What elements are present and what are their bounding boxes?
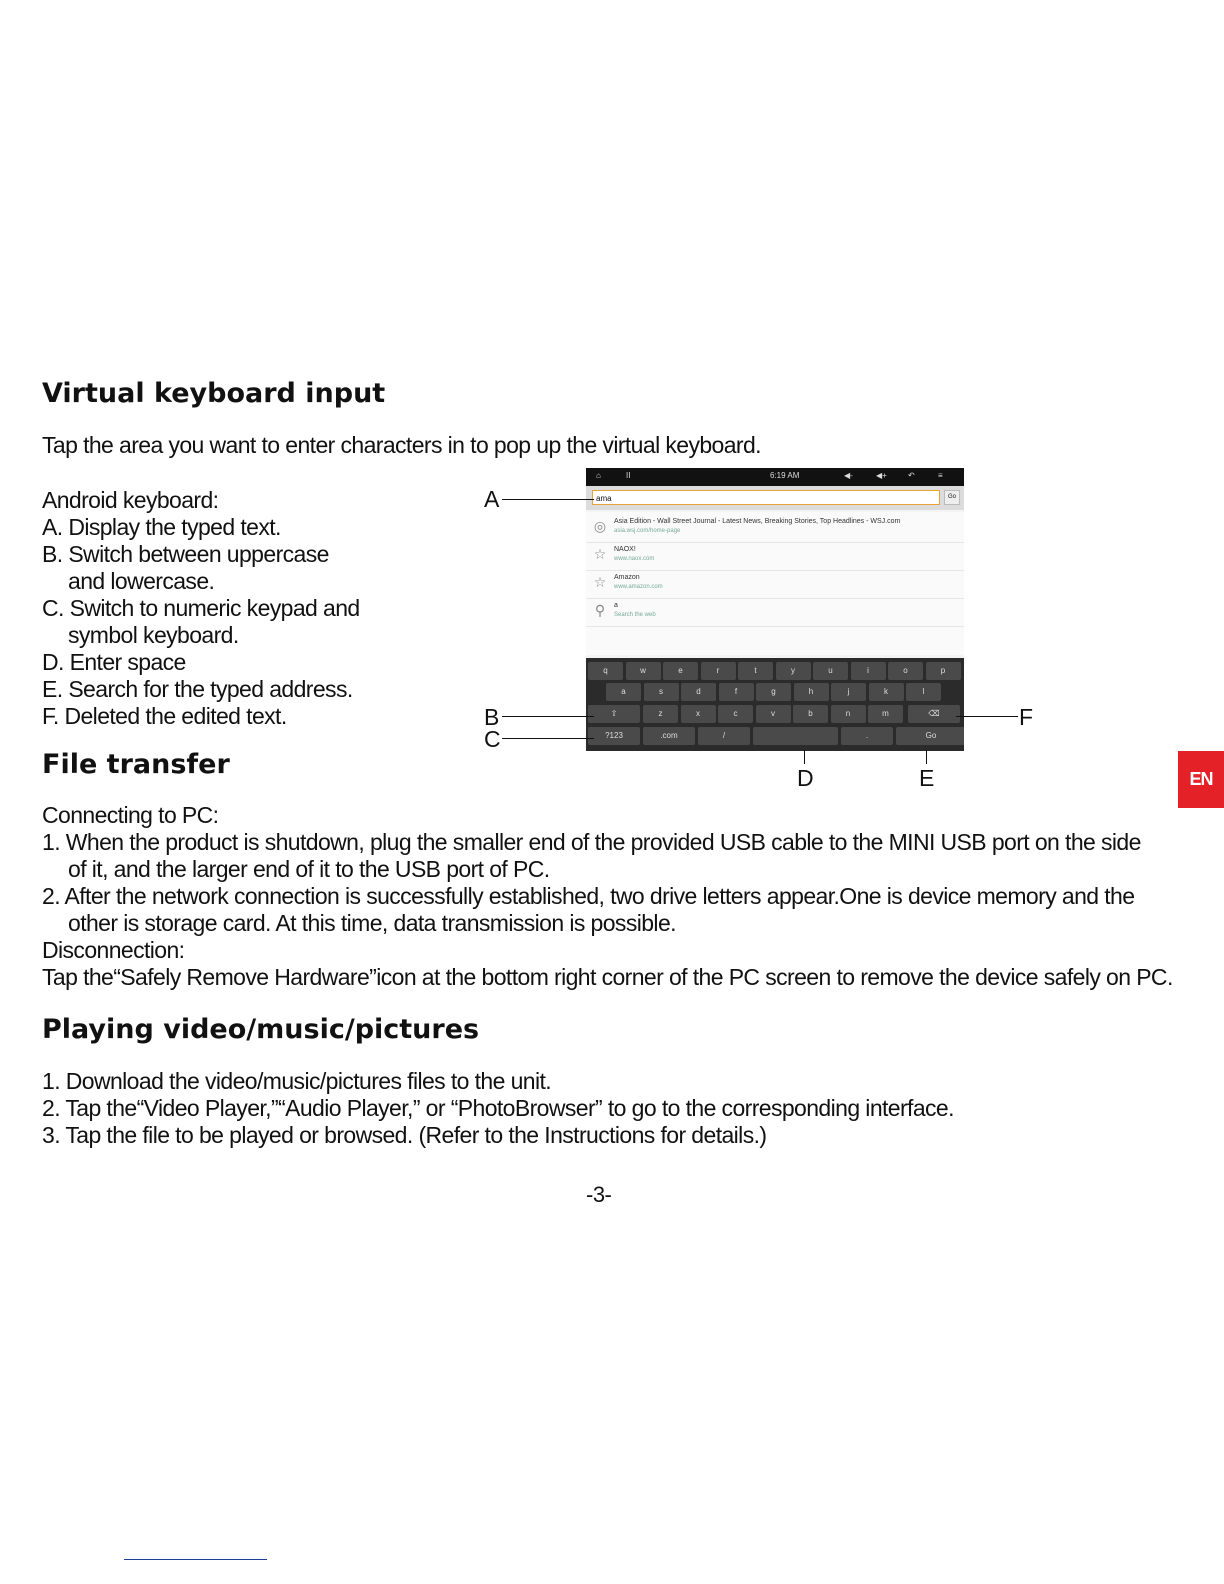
shift-key[interactable]: ⇧ — [588, 705, 640, 723]
keyboard-key[interactable]: h — [794, 683, 829, 701]
keyboard-key[interactable]: e — [663, 662, 698, 680]
star-icon: ☆ — [593, 546, 607, 562]
keyboard-key[interactable]: q — [588, 662, 623, 680]
keyboard-key[interactable]: g — [756, 683, 791, 701]
suggestion-title: Asia Edition - Wall Street Journal - Latest News, Breaking Stories, Top Headlines - WSJ.com — [614, 518, 901, 525]
list-item: of it, and the larger end of it to the USB port of PC. — [68, 856, 550, 882]
search-icon: ⚲ — [594, 602, 606, 618]
url-input[interactable]: ama — [592, 490, 940, 505]
delete-key[interactable]: ⌫ — [908, 705, 960, 723]
home-icon: ⌂ — [596, 471, 601, 480]
back-icon: ↶ — [908, 471, 915, 480]
callout-line-e — [926, 750, 927, 764]
callout-label-d: D — [797, 765, 814, 791]
list-item: Tap the“Safely Remove Hardware”icon at the bottom right corner of the PC screen to remove the device safely on PC. — [42, 964, 1173, 990]
keyboard-row — [586, 725, 964, 746]
suggestion-url: Search the web — [614, 612, 656, 618]
keyboard-key[interactable]: c — [718, 705, 753, 723]
list-item: other is storage card. At this time, data transmission is possible. — [68, 910, 676, 936]
star-icon: ☆ — [593, 574, 607, 590]
suggestion-title: NAOX! — [614, 546, 636, 553]
keyboard-key[interactable]: w — [626, 662, 661, 680]
callout-label-f: F — [1019, 704, 1034, 730]
callout-line-f — [956, 716, 1018, 717]
virtual-keyboard-intro: Tap the area you want to enter characters in to pop up the virtual keyboard. — [42, 432, 761, 458]
status-time: 6:19 AM — [770, 471, 800, 480]
list-item: symbol keyboard. — [68, 622, 239, 648]
list-item: 3. Tap the file to be played or browsed. (Refer to the Instructions for details.) — [42, 1122, 767, 1148]
callout-label-e: E — [919, 765, 935, 791]
list-item: and lowercase. — [68, 568, 215, 594]
keyboard-key[interactable]: s — [644, 683, 679, 701]
keyboard-key[interactable]: p — [926, 662, 961, 680]
keyboard-key[interactable]: z — [643, 705, 678, 723]
list-item: 1. When the product is shutdown, plug the smaller end of the provided USB cable to the MINI USB port on the side — [42, 829, 1141, 855]
keyboard-key[interactable]: t — [738, 662, 773, 680]
keyboard-row — [586, 703, 964, 724]
language-tab: EN — [1178, 751, 1224, 808]
volume-down-icon: ◀- — [844, 471, 853, 480]
suggestion-list — [586, 512, 964, 655]
suggestion-url: www.amazon.com — [614, 584, 663, 590]
keyboard-key[interactable]: l — [906, 683, 941, 701]
callout-line-d — [804, 750, 805, 764]
globe-icon: ◎ — [593, 518, 607, 534]
callout-line-a — [502, 499, 594, 500]
list-item: D. Enter space — [42, 649, 186, 675]
list-item: A. Display the typed text. — [42, 514, 281, 540]
list-item: C. Switch to numeric keypad and — [42, 595, 360, 621]
pause-icon: II — [626, 471, 631, 480]
keyboard-key[interactable]: n — [831, 705, 866, 723]
list-item: 1. Download the video/music/pictures files to the unit. — [42, 1068, 552, 1094]
keyboard-key[interactable]: i — [851, 662, 886, 680]
suggestion-url: asia.wsj.com/home-page — [614, 528, 681, 534]
volume-up-icon: ◀+ — [876, 471, 887, 480]
keyboard-key[interactable]: m — [868, 705, 903, 723]
keyboard-key[interactable]: j — [831, 683, 866, 701]
keyboard-key[interactable]: r — [701, 662, 736, 680]
list-item: 2. Tap the“Video Player,”“Audio Player,” or “PhotoBrowser” to go to the corresponding interface. — [42, 1095, 954, 1121]
keyboard-key[interactable]: o — [888, 662, 923, 680]
keyboard-key[interactable]: a — [606, 683, 641, 701]
go-button[interactable]: Go — [944, 490, 960, 505]
keyboard-key[interactable]: x — [681, 705, 716, 723]
callout-line-b — [502, 716, 594, 717]
list-item[interactable] — [586, 542, 964, 571]
callout-label-b: B — [484, 704, 500, 730]
suggestion-title: a — [614, 602, 618, 609]
keyboard-screenshot-figure — [586, 468, 964, 751]
android-keyboard-title: Android keyboard: — [42, 487, 219, 513]
keyboard-key[interactable]: u — [813, 662, 848, 680]
section-heading-virtual-keyboard: Virtual keyboard input — [42, 378, 386, 409]
list-item[interactable] — [586, 598, 964, 627]
list-item[interactable] — [586, 514, 964, 543]
list-item: 2. After the network connection is successfully established, two drive letters appear.One is device memory and the — [42, 883, 1135, 909]
keyboard-key[interactable] — [753, 727, 838, 745]
list-item[interactable] — [586, 570, 964, 599]
footer-rule — [124, 1559, 267, 1560]
list-item: B. Switch between uppercase — [42, 541, 329, 567]
connecting-subheading: Connecting to PC: — [42, 802, 219, 828]
keyboard-key[interactable]: ?123 — [588, 727, 640, 745]
callout-line-c — [502, 738, 594, 739]
keyboard-key[interactable]: f — [719, 683, 754, 701]
keyboard-key[interactable]: k — [869, 683, 904, 701]
status-bar — [586, 468, 964, 486]
keyboard-key[interactable]: . — [841, 727, 893, 745]
suggestion-title: Amazon — [614, 574, 640, 581]
keyboard-key[interactable]: .com — [643, 727, 695, 745]
keyboard-key[interactable]: v — [756, 705, 791, 723]
page-number: -3- — [586, 1182, 612, 1207]
callout-label-c: C — [484, 726, 501, 752]
menu-icon: ≡ — [938, 471, 943, 480]
disconnection-subheading: Disconnection: — [42, 937, 185, 963]
keyboard-key[interactable]: / — [698, 727, 750, 745]
keyboard-row — [586, 660, 964, 681]
section-heading-playing: Playing video/music/pictures — [42, 1014, 480, 1045]
section-heading-file-transfer: File transfer — [42, 749, 230, 780]
callout-label-a: A — [484, 486, 500, 512]
keyboard-key[interactable]: Go — [896, 727, 964, 745]
virtual-keyboard — [586, 658, 964, 751]
list-item: E. Search for the typed address. — [42, 676, 353, 702]
suggestion-url: www.naox.com — [614, 556, 655, 562]
keyboard-key[interactable]: b — [793, 705, 828, 723]
keyboard-key[interactable]: y — [776, 662, 811, 680]
keyboard-key[interactable]: d — [681, 683, 716, 701]
keyboard-row — [586, 681, 964, 702]
url-bar — [586, 486, 964, 510]
list-item: F. Deleted the edited text. — [42, 703, 287, 729]
